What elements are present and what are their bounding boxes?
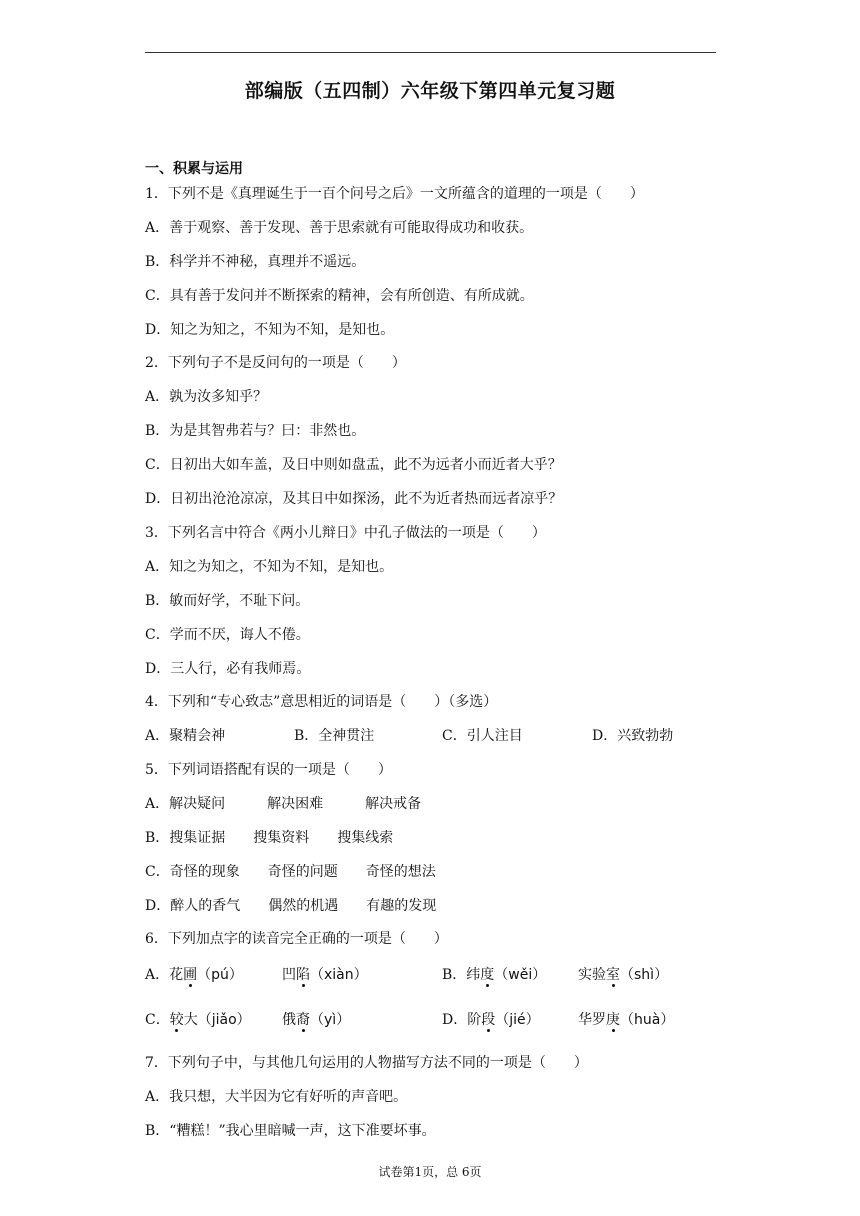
word-text: （ xyxy=(310,967,324,983)
question-6-option-c-word-1 xyxy=(145,1010,251,1030)
word-text: C． xyxy=(145,1012,170,1028)
pinyin: shì xyxy=(634,967,655,983)
question-7-option-b: B．“糟糕！”我心里暗喊一声，这下准要坏事。 xyxy=(145,1123,436,1139)
word-text: D．阶 xyxy=(442,1012,482,1028)
word-text: A．花 xyxy=(145,967,184,983)
word-text: ） xyxy=(353,967,368,983)
emphasized-char: 室 xyxy=(606,967,620,983)
word-text: （ xyxy=(620,967,634,983)
question-7-option-a: A．我只想，大半因为它有好听的声音吧。 xyxy=(145,1089,408,1105)
emphasized-char: 较 xyxy=(169,1012,184,1028)
emphasized-char: 度 xyxy=(480,967,495,983)
question-5-option-b: B．搜集证据 搜集资料 搜集线索 xyxy=(145,830,394,846)
pinyin: yì xyxy=(324,1012,337,1028)
word-text: ） xyxy=(336,1012,351,1028)
question-2-option-d: D．日初出沧沧凉凉，及其日中如探汤，此不为近者热而远者凉乎？ xyxy=(145,491,563,507)
pinyin: jiǎo xyxy=(211,1012,237,1028)
emphasized-char: 段 xyxy=(481,1012,496,1028)
question-6-option-a-word-2 xyxy=(282,965,368,985)
word-text: 俄 xyxy=(282,1012,296,1028)
question-6-option-b-word-2 xyxy=(578,965,668,985)
word-text: （ xyxy=(197,967,212,983)
word-text: ） xyxy=(228,967,243,983)
question-1-option-c: C．具有善于发问并不断探索的精神，会有所创造、有所成就。 xyxy=(145,288,534,304)
emphasized-char: 圃 xyxy=(183,967,198,983)
word-text: 凹 xyxy=(282,967,296,983)
section-heading: 一、积累与运用 xyxy=(145,161,243,177)
word-text: 华罗 xyxy=(578,1012,606,1028)
question-2-option-b: B．为是其智弗若与？曰：非然也。 xyxy=(145,423,366,439)
header-rule xyxy=(145,52,716,53)
word-text: ） xyxy=(660,1012,675,1028)
question-1-option-b: B．科学并不神秘，真理并不遥远。 xyxy=(145,254,366,270)
question-4-option-a: A．聚精会神 xyxy=(145,728,226,744)
question-1-option-a: A．善于观察、善于发现、善于思索就有可能取得成功和收获。 xyxy=(145,220,534,236)
word-text: 实验 xyxy=(578,967,606,983)
pinyin: xiàn xyxy=(324,967,354,983)
question-2-stem: 2．下列句子不是反问句的一项是（ ） xyxy=(145,355,406,371)
question-6-option-d-word-1 xyxy=(442,1010,540,1030)
word-text: 大（ xyxy=(183,1012,212,1028)
question-6-stem: 6．下列加点字的读音完全正确的一项是（ ） xyxy=(145,931,448,947)
pinyin: wěi xyxy=(508,967,533,983)
word-text: B．纬 xyxy=(442,967,481,983)
question-4-option-d: D．兴致勃勃 xyxy=(592,728,674,744)
question-3-option-d: D．三人行，必有我师焉。 xyxy=(145,661,311,677)
page-footer: 试卷第1页，总 6页 xyxy=(378,1165,482,1179)
emphasized-char: 裔 xyxy=(296,1012,310,1028)
word-text: ） xyxy=(236,1012,251,1028)
question-5-stem: 5．下列词语搭配有误的一项是（ ） xyxy=(145,762,392,778)
emphasized-char: 陷 xyxy=(296,967,310,983)
word-text: ） xyxy=(532,967,547,983)
question-4-option-c: C．引人注目 xyxy=(442,728,523,744)
question-6-option-a-word-1 xyxy=(145,965,243,985)
question-3-option-a: A．知之为知之，不知为不知，是知也。 xyxy=(145,559,394,575)
question-6-option-d-word-2 xyxy=(578,1010,674,1030)
question-3-option-c: C．学而不厌，诲人不倦。 xyxy=(145,627,310,643)
question-6-option-b-word-1 xyxy=(442,965,546,985)
page-title: 部编版（五四制）六年级下第四单元复习题 xyxy=(244,80,616,102)
word-text: ） xyxy=(654,967,669,983)
question-7-stem: 7．下列句子中，与其他几句运用的人物描写方法不同的一项是（ ） xyxy=(145,1055,588,1071)
question-4-stem: 4．下列和“专心致志”意思相近的词语是（ ）（多选） xyxy=(145,694,498,710)
question-5-option-d: D．醉人的香气 偶然的机遇 有趣的发现 xyxy=(145,898,437,914)
question-4-option-b: B．全神贯注 xyxy=(294,728,375,744)
question-1-stem: 1．下列不是《真理诞生于一百个问号之后》一文所蕴含的道理的一项是（ ） xyxy=(145,186,644,202)
question-1-option-d: D．知之为知之，不知为不知，是知也。 xyxy=(145,322,395,338)
emphasized-char: 庚 xyxy=(606,1012,620,1028)
question-5-option-a: A．解决疑问 解决困难 解决戒备 xyxy=(145,796,422,812)
word-text: （ xyxy=(620,1012,634,1028)
question-3-option-b: B．敏而好学，不耻下问。 xyxy=(145,593,310,609)
question-3-stem: 3．下列名言中符合《两小儿辩日》中孔子做法的一项是（ ） xyxy=(145,525,546,541)
word-text: （ xyxy=(495,1012,510,1028)
word-text: （ xyxy=(310,1012,324,1028)
pinyin: pú xyxy=(211,967,229,983)
word-text: ） xyxy=(525,1012,540,1028)
question-6-option-c-word-2 xyxy=(282,1010,350,1030)
question-2-option-c: C．日初出大如车盖，及日中则如盘盂，此不为远者小而近者大乎？ xyxy=(145,457,562,473)
pinyin: jié xyxy=(509,1012,526,1028)
word-text: （ xyxy=(494,967,509,983)
pinyin: huà xyxy=(634,1012,661,1028)
question-2-option-a: A．孰为汝多知乎？ xyxy=(145,389,268,405)
question-5-option-c: C．奇怪的现象 奇怪的问题 奇怪的想法 xyxy=(145,864,436,880)
